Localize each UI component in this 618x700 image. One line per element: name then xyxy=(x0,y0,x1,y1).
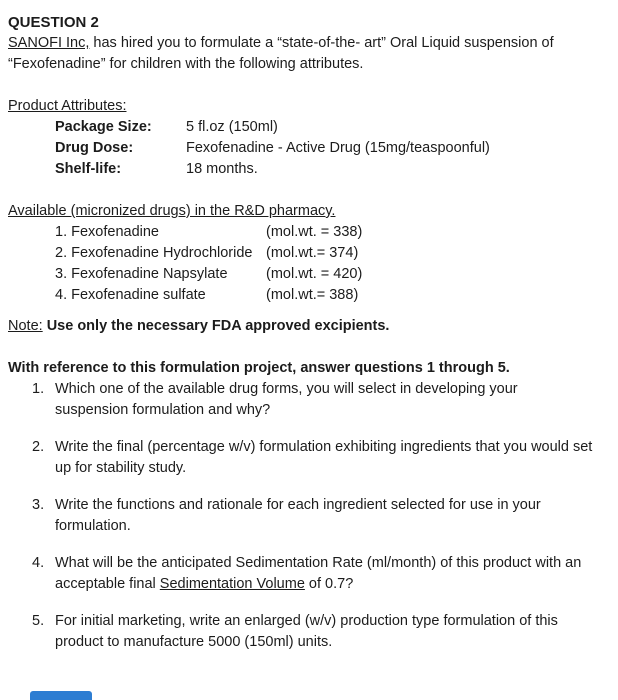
question-item xyxy=(32,437,608,479)
question-item xyxy=(32,611,608,653)
drug-name xyxy=(55,243,266,264)
question-number: 3. xyxy=(32,497,45,513)
attribute-value: Fexofenadine - Active Drug (15mg/teaspoonful) xyxy=(186,140,490,156)
attribute-label: Shelf-life: xyxy=(55,161,122,177)
drug-number: 2. xyxy=(55,245,68,261)
attribute-label: Package Size: xyxy=(55,119,152,135)
page-title: QUESTION 2 xyxy=(8,14,99,31)
drug-name-text: Fexofenadine Hydrochloride xyxy=(71,245,253,261)
drug-name xyxy=(55,264,266,285)
attribute-row xyxy=(55,159,608,180)
question-item xyxy=(32,495,608,537)
drug-number: 4. xyxy=(55,287,68,303)
drug-number: 3. xyxy=(55,266,68,282)
question-number: 5. xyxy=(32,613,45,629)
footer-blue-badge xyxy=(30,691,92,700)
drug-list-item xyxy=(55,243,608,264)
attribute-row xyxy=(55,138,608,159)
question-item xyxy=(32,379,608,421)
question-list xyxy=(8,379,608,653)
question-text: Write the functions and rationale for each ingredient selected for use in your formulation. xyxy=(55,497,541,534)
product-attributes-section xyxy=(8,96,608,180)
question-text-post: of 0.7? xyxy=(304,576,354,592)
drug-molwt: (mol.wt. = 338) xyxy=(266,224,363,240)
question-text: Write the final (percentage w/v) formulation exhibiting ingredients that you would set up for stability study. xyxy=(55,439,593,476)
company-name: SANOFI Inc, xyxy=(8,35,90,51)
drug-molwt: (mol.wt. = 420) xyxy=(266,266,363,282)
drug-molwt: (mol.wt.= 388) xyxy=(266,287,359,303)
drug-name xyxy=(55,285,266,306)
attribute-value: 18 months. xyxy=(186,161,258,177)
attribute-value: 5 fl.oz (150ml) xyxy=(186,119,278,135)
note-text: Use only the necessary FDA approved excipients. xyxy=(42,318,390,334)
instructions-line: With reference to this formulation project, answer questions 1 through 5. xyxy=(8,360,510,376)
drug-molwt: (mol.wt.= 374) xyxy=(266,245,359,261)
question-text-pre: What will be the anticipated Sedimentation Rate (ml/month) of this product with an acceptable final xyxy=(55,555,582,592)
question-number: 4. xyxy=(32,555,45,571)
intro-paragraph xyxy=(8,33,608,75)
drug-list-item xyxy=(55,264,608,285)
note-line xyxy=(8,316,608,337)
drug-name xyxy=(55,222,266,243)
attribute-row xyxy=(55,117,608,138)
question-text: For initial marketing, write an enlarged (w/v) production type formulation of this product to manufacture 5000 (150ml) units. xyxy=(55,613,558,650)
drug-name-text: Fexofenadine Napsylate xyxy=(71,266,228,282)
drug-name-text: Fexofenadine sulfate xyxy=(71,287,206,303)
question-number: 1. xyxy=(32,381,45,397)
question-text: Which one of the available drug forms, you will select in developing your suspension formulation and why? xyxy=(55,381,518,418)
drug-number: 1. xyxy=(55,224,68,240)
drug-list-heading: Available (micronized drugs) in the R&D pharmacy. xyxy=(8,203,336,219)
note-label: Note: xyxy=(8,318,43,334)
drug-list-section xyxy=(8,201,608,306)
question-item xyxy=(32,553,608,595)
drug-list-item xyxy=(55,222,608,243)
product-attributes-heading: Product Attributes: xyxy=(8,98,127,114)
drug-name-text: Fexofenadine xyxy=(71,224,159,240)
drug-list-item xyxy=(55,285,608,306)
question-text xyxy=(55,553,608,595)
question-number: 2. xyxy=(32,439,45,455)
attribute-label: Drug Dose: xyxy=(55,140,134,156)
intro-text: has hired you to formulate a “state-of-the- art” Oral Liquid suspension of “Fexofenadine” for children with the following attributes. xyxy=(8,35,554,72)
sedimentation-volume-term: Sedimentation Volume xyxy=(159,576,305,592)
